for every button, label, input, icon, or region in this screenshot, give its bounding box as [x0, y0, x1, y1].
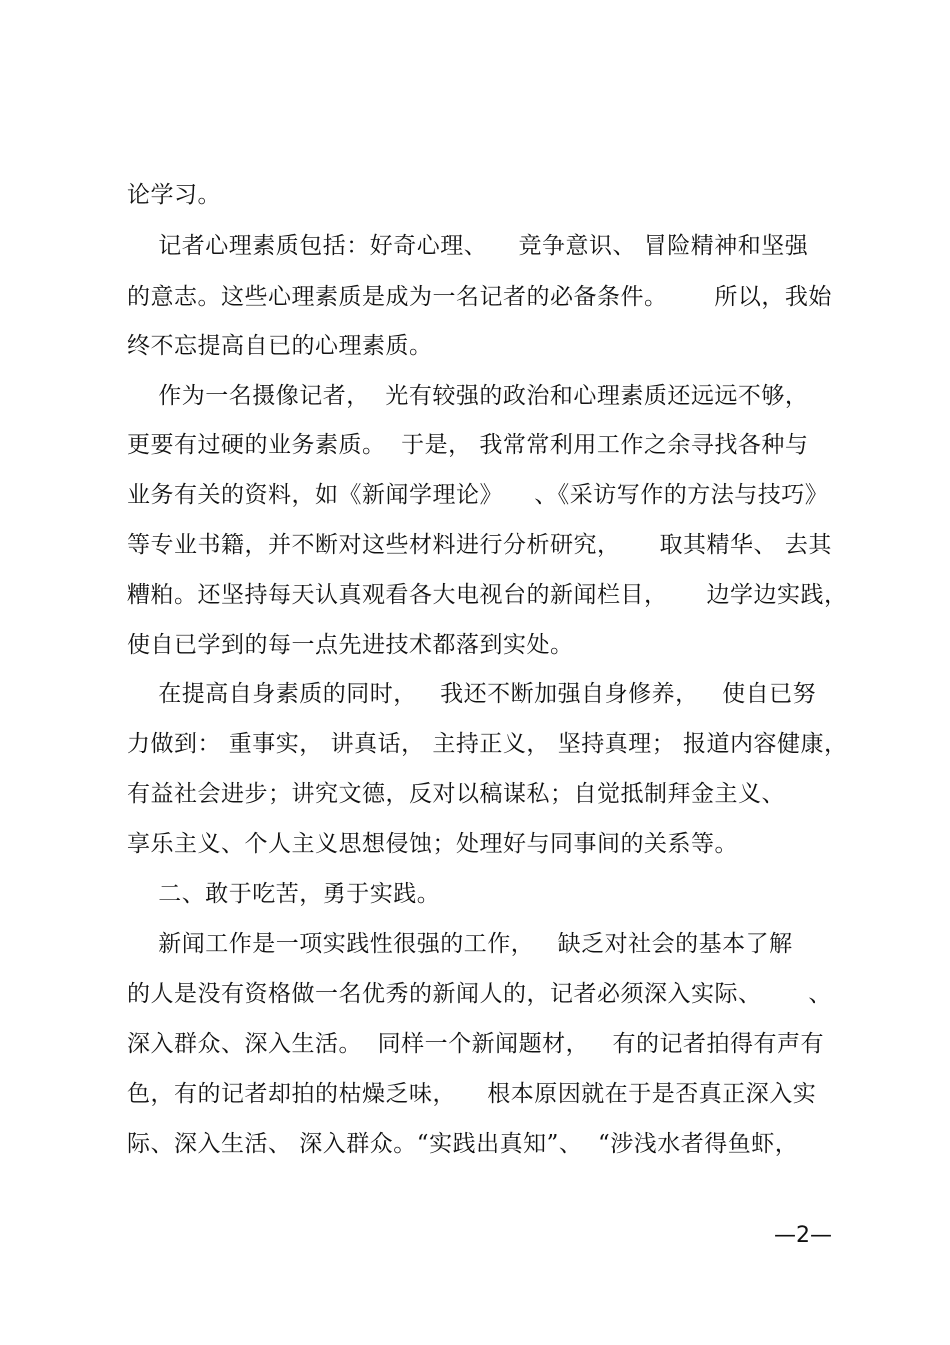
- text-line: 等专业书籍，并不断对这些材料进行分析研究， 取其精华、 去其: [127, 532, 832, 558]
- text-line: 享乐主义、个人主义思想侵蚀；处理好与同事间的关系等。: [127, 831, 738, 857]
- text-line: 糟粕。还坚持每天认真观看各大电视台的新闻栏目， 边学边实践，: [127, 582, 848, 608]
- page-number: —2—: [774, 1223, 832, 1248]
- text-line: 业务有关的资料，如《新闻学理论》 、《采访写作的方法与技巧》: [127, 482, 829, 508]
- text-line: 在提高自身素质的同时， 我还不断加强自身修养， 使自已努: [127, 681, 817, 707]
- text-line: 的意志。这些心理素质是成为一名记者的必备条件。 所以，我始: [127, 284, 832, 310]
- text-line: 更要有过硬的业务素质。 于是， 我常常利用工作之余寻找各种与: [127, 432, 809, 458]
- text-line: 作为一名摄像记者， 光有较强的政治和心理素质还远远不够，: [127, 383, 809, 409]
- text-line: 际、深入生活、 深入群众。“实践出真知”、 “涉浅水者得鱼虾，: [127, 1131, 799, 1157]
- text-line: 二、敢于吃苦，勇于实践。: [127, 881, 441, 907]
- text-line: 有益社会进步；讲究文德，反对以稿谋私；自觉抵制拜金主义、: [127, 781, 785, 807]
- text-line: 深入群众、深入生活。 同样一个新闻题材， 有的记者拍得有声有: [127, 1031, 825, 1057]
- text-line: 新闻工作是一项实践性很强的工作， 缺乏对社会的基本了解: [127, 931, 793, 957]
- text-line: 终不忘提高自已的心理素质。: [127, 333, 433, 359]
- text-line: 色，有的记者却拍的枯燥乏味， 根本原因就在于是否真正深入实: [127, 1081, 817, 1107]
- text-line: 使自已学到的每一点先进技术都落到实处。: [127, 632, 574, 658]
- text-line: 论学习。: [127, 182, 221, 208]
- text-line: 力做到： 重事实， 讲真话， 主持正义， 坚持真理； 报道内容健康，: [127, 731, 848, 757]
- text-line: 记者心理素质包括：好奇心理、 竞争意识、 冒险精神和坚强: [127, 233, 809, 259]
- text-line: 的人是没有资格做一名优秀的新闻人的，记者必须深入实际、 、: [127, 981, 832, 1007]
